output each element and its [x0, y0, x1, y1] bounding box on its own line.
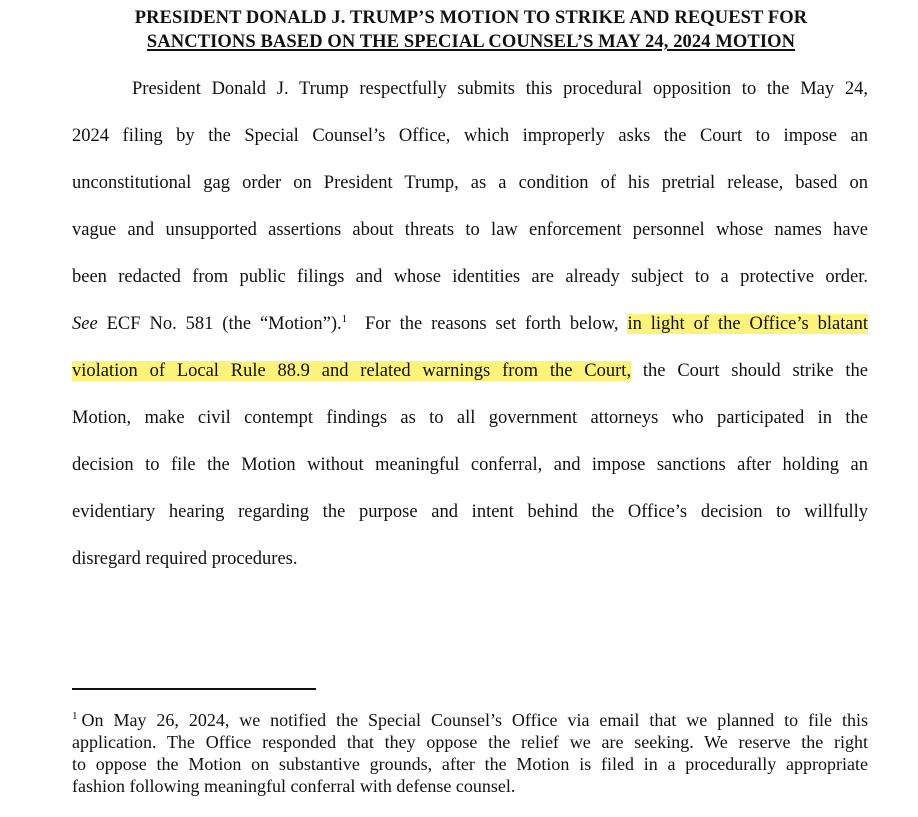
- body-line-5: been redacted from public filings and whose identities are already subject to a protective order.: [72, 267, 868, 287]
- body-line-11: disregard required procedures.: [72, 549, 298, 569]
- body-line-8: Motion, make civil contempt findings as to all government attorneys who participated in the: [72, 408, 868, 428]
- body-line-10: evidentiary hearing regarding the purpose and intent behind the Office’s decision to willfully: [72, 502, 868, 522]
- body-line-9: decision to file the Motion without meaningful conferral, and impose sanctions after holding an: [72, 455, 868, 475]
- footnote-line-1: [72, 709, 868, 731]
- body-line-7: [72, 359, 868, 383]
- footnote-line-2: application. The Office responded that they oppose the relief we are seeking. We reserve the right: [72, 732, 868, 752]
- document-title-line-1: PRESIDENT DONALD J. TRUMP’S MOTION TO STRIKE AND REQUEST FOR: [134, 8, 808, 28]
- body-line-7-text: the Court should strike the: [631, 361, 868, 381]
- footnote-line-3: to oppose the Motion on substantive grounds, after the Motion is filed in a procedurally appropriate: [72, 754, 868, 774]
- highlighted-text-1: in light of the Office’s blatant: [627, 314, 868, 334]
- body-line-3: unconstitutional gag order on President Trump, as a condition of his pretrial release, based on: [72, 173, 868, 193]
- footnote-line-4: fashion following meaningful conferral with defense counsel.: [72, 776, 516, 796]
- footnote-separator: [72, 688, 316, 690]
- highlighted-text-2: violation of Local Rule 88.9 and related warnings from the Court,: [72, 361, 632, 381]
- footnote-reference: 1: [341, 312, 348, 325]
- body-line-1: President Donald J. Trump respectfully submits this procedural opposition to the May 24,: [132, 79, 868, 99]
- body-line-6: [72, 312, 868, 336]
- document-title-line-2: SANCTIONS BASED ON THE SPECIAL COUNSEL’S MAY 24, 2024 MOTION: [146, 32, 796, 52]
- ecf-citation: ECF No. 581 (the “Motion”).: [97, 314, 342, 334]
- body-line-4: vague and unsupported assertions about threats to law enforcement personnel whose names have: [72, 220, 868, 240]
- body-line-6-text: For the reasons set forth below,: [347, 314, 628, 334]
- body-line-2: 2024 filing by the Special Counsel’s Office, which improperly asks the Court to impose an: [72, 126, 868, 146]
- see-signal: See: [72, 314, 98, 334]
- footnote-line-1-text: On May 26, 2024, we notified the Special Counsel’s Office via email that we planned to file this: [81, 710, 868, 730]
- footnote-marker: 1: [72, 710, 78, 722]
